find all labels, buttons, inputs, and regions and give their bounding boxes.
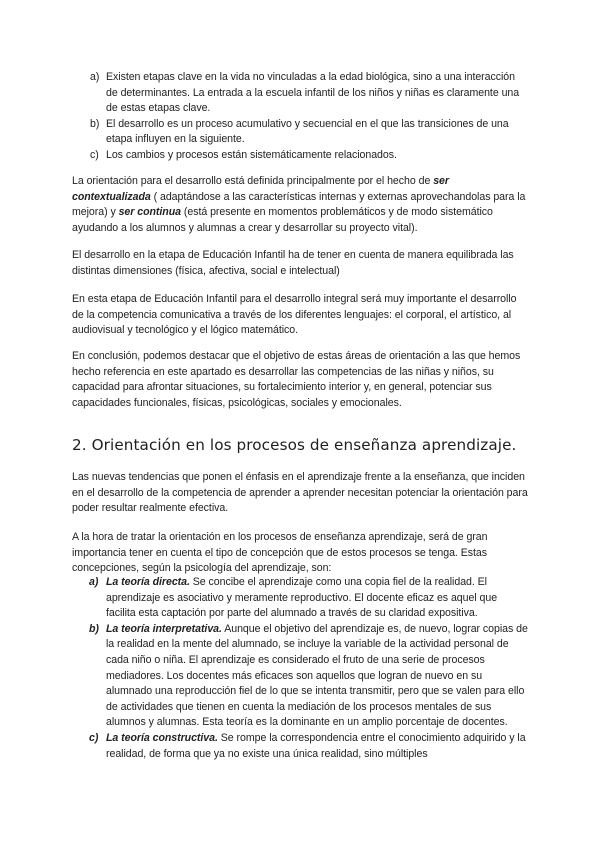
list-item-text: Los cambios y procesos están sistemáticamente relacionados. xyxy=(106,148,397,161)
list-item-theory-constructive xyxy=(72,731,528,762)
theory-title: La teoría directa. xyxy=(106,576,190,588)
text-run: (está presente en momentos problemáticos y de modo sistemático ayudando a los alumnos y alumnas a crear y desarrollar su proyecto vital). xyxy=(72,206,493,234)
paragraph-conclusion: En conclusión, podemos destacar que el objetivo de estas áreas de orientación a las que hemos hecho referencia en este apartado es desarrollar las competencias de las niñas y niños, su capacidad para afrontar situaciones, su fortalecimiento interior y, en general, potenciar sus capacidades funcionales, físicas, psicológicas, sociales y emocionales. xyxy=(72,350,521,409)
list-determinants xyxy=(72,70,528,164)
list-item xyxy=(72,70,528,117)
theory-text: Se rompe la correspondencia entre el conocimiento adquirido y la realidad, de forma que ya no existe una única realidad, sino múltiples xyxy=(106,731,526,760)
list-marker: b) xyxy=(89,622,99,635)
paragraph-new-trends: Las nuevas tendencias que ponen el énfasis en el aprendizaje frente a la enseñanza, que inciden en el desarrollo de la competencia de aprender a aprender necesitan potenciar la orientación para poder resultar realmente efectiva. xyxy=(72,471,528,515)
list-item-text: El desarrollo es un proceso acumulativo y secuencial en el que las transiciones de una etapa influyen en la siguiente. xyxy=(106,117,509,146)
paragraph-communicative-competence: En esta etapa de Educación Infantil para el desarrollo integral será muy importante el desarrollo de la competencia comunicativa a través de los diferentes lenguajes: el corporal, el artístico, al audiovisual y tecnológico y el lógico matemático. xyxy=(72,293,517,337)
text-run: La orientación para el desarrollo está definida principalmente por el hecho de xyxy=(72,175,434,187)
list-marker: c) xyxy=(89,731,99,744)
list-item xyxy=(72,117,528,148)
list-marker: b) xyxy=(90,117,100,130)
theory-text: Se concibe el aprendizaje como una copia fiel de la realidad. El aprendizaje es asociativo y meramente reproductivo. El docente eficaz es aquel que facilita esta captación por parte del alumnado a través de su claridad expositiva. xyxy=(106,576,498,620)
list-learning-theories xyxy=(72,575,528,762)
theory-title: La teoría interpretativa. xyxy=(106,622,222,635)
list-item-text: Existen etapas clave en la vida no vinculadas a la edad biológica, sino a una interacción de determinantes. La entrada a la escuela infantil de los niños y niñas es claramente una de estas etapas clave. xyxy=(106,71,520,115)
paragraph-dimensions: El desarrollo en la etapa de Educación Infantil ha de tener en cuenta de manera equilibrada las distintas dimensiones (física, afectiva, social e intelectual) xyxy=(72,249,514,277)
list-item xyxy=(72,148,528,164)
emphasis-ser-contextualizada: ser contextualizada xyxy=(72,175,449,203)
paragraph-conceptions-intro: A la hora de tratar la orientación en los procesos de enseñanza aprendizaje, será de gran importancia tener en cuenta el tipo de concepción que de estos procesos se tenga. Estas concepciones, según la psicología del aprendizaje, son: xyxy=(72,531,488,575)
paragraph-orientation-definition xyxy=(72,174,528,236)
emphasis-ser-continua: ser continua xyxy=(118,206,181,219)
text-run: ( adaptándose a las características internas y externas aprovechandolas para la mejora) y xyxy=(72,190,526,219)
theory-title: La teoría constructiva. xyxy=(106,731,218,744)
list-marker: a) xyxy=(89,576,99,588)
list-item-theory-interpretive xyxy=(72,622,528,731)
list-marker: a) xyxy=(90,71,100,83)
list-marker: c) xyxy=(90,148,99,161)
list-item-theory-direct xyxy=(72,575,528,622)
theory-text: Aunque el objetivo del aprendizaje es, de nuevo, lograr copias de la realidad en la mente del alumnado, se incluye la variable de la actividad personal de cada niño o niña. El aprendizaje es considerado el fruto de una serie de procesos mediadores. Los docentes más eficaces son aquellos que logran de nuevo en su alumnado una reproducción fiel de lo que se intenta transmitir, pero que se valen para ello de actividades que tienen en cuenta la mediación de los procesos mentales de sus alumnos y alumnas. Esta teoría es la dominante en un amplio porcentaje de docentes. xyxy=(106,622,528,729)
section-heading: 2. Orientación en los procesos de enseñanza aprendizaje. xyxy=(72,436,517,454)
